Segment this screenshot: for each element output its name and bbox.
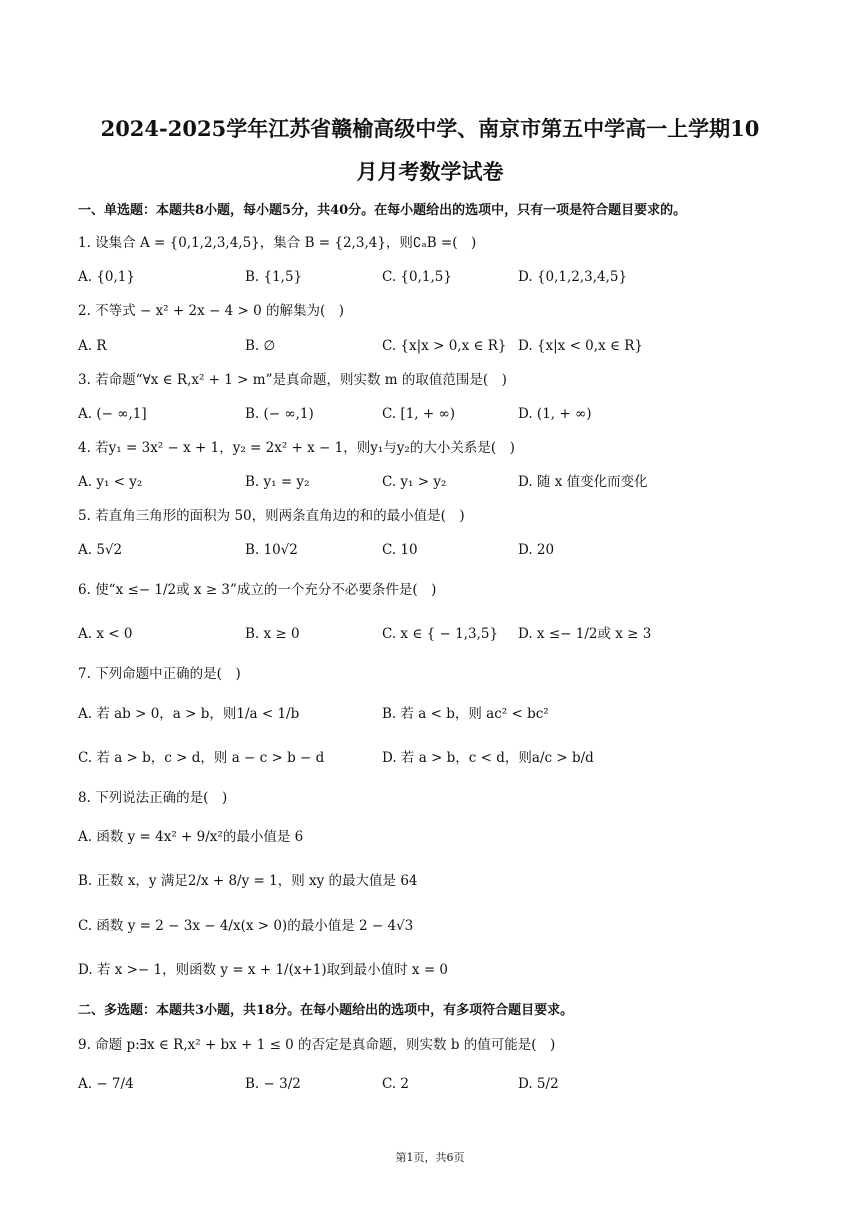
question-5-option-c: C. 10 [382,542,418,558]
question-6-stem: 6. 使“x ≤− 1/2或 x ≥ 3”成立的一个充分不必要条件是( ) [78,582,437,598]
question-6-option-a: A. x < 0 [78,626,133,642]
question-2-option-d: D. {x|x < 0,x ∈ R} [518,338,644,354]
question-4-option-a: A. y₁ < y₂ [78,474,143,490]
question-8-option-d: D. 若 x >− 1，则函数 y = x + 1/(x+1)取到最小值时 x = 0 [78,962,449,978]
question-6-option-c: C. x ∈ { − 1,3,5} [382,626,499,642]
question-4-stem: 4. 若y₁ = 3x² − x + 1，y₂ = 2x² + x − 1，则y₁与y₂的大小关系是( ) [78,440,515,456]
question-5-option-d: D. 20 [518,542,555,558]
question-2-option-c: C. {x|x > 0,x ∈ R} [382,338,507,354]
question-7-option-c: C. 若 a > b，c > d，则 a − c > b − d [78,750,325,766]
page-footer: 第1页，共6页 [395,1151,465,1164]
question-8-stem: 8. 下列说法正确的是( ) [78,790,228,806]
question-9-option-c: C. 2 [382,1076,410,1092]
question-2-option-a: A. R [78,338,107,354]
question-2-stem: 2. 不等式 − x² + 2x − 4 > 0 的解集为( ) [78,303,344,319]
question-5-option-b: B. 10√2 [245,542,298,558]
question-4-option-b: B. y₁ = y₂ [245,474,310,490]
question-2-option-b: B. ∅ [245,338,276,354]
question-3-option-c: C. [1, + ∞) [382,406,455,422]
section-heading-single-choice: 一、单选题：本题共8小题，每小题5分，共40分。在每小题给出的选项中，只有一项是符合题目要求的。 [78,203,687,218]
question-8-option-a: A. 函数 y = 4x² + 9/x²的最小值是 6 [78,829,304,845]
question-5-stem: 5. 若直角三角形的面积为 50，则两条直角边的和的最小值是( ) [78,508,465,524]
question-1-option-c: C. {0,1,5} [382,269,452,285]
question-1-option-b: B. {1,5} [245,269,303,285]
question-1-option-d: D. {0,1,2,3,4,5} [518,269,628,285]
question-7-option-b: B. 若 a < b，则 ac² < bc² [382,706,549,722]
exam-title-line-1: 2024-2025学年江苏省赣榆高级中学、南京市第五中学高一上学期10 [100,116,760,141]
question-3-option-b: B. (− ∞,1) [245,406,314,422]
question-8-option-b: B. 正数 x，y 满足2/x + 8/y = 1，则 xy 的最大值是 64 [78,873,418,889]
question-7-option-a: A. 若 ab > 0，a > b，则1/a < 1/b [78,706,300,722]
question-9-option-b: B. − 3/2 [245,1076,301,1092]
question-3-stem: 3. 若命题“∀x ∈ R,x² + 1 > m”是真命题，则实数 m 的取值范围是( ) [78,372,507,388]
question-9-option-d: D. 5/2 [518,1076,559,1092]
section-heading-multiple-choice: 二、多选题：本题共3小题，共18分。在每小题给出的选项中，有多项符合题目要求。 [78,1003,574,1018]
question-6-option-d: D. x ≤− 1/2或 x ≥ 3 [518,626,652,642]
question-9-stem: 9. 命题 p:∃x ∈ R,x² + bx + 1 ≤ 0 的否定是真命题，则实数 b 的值可能是( ) [78,1037,556,1053]
question-5-option-a: A. 5√2 [78,542,123,558]
question-4-option-c: C. y₁ > y₂ [382,474,447,490]
question-1-stem: 1. 设集合 A = {0,1,2,3,4,5}，集合 B = {2,3,4}，则∁ₐB =( ) [78,235,477,251]
question-3-option-a: A. (− ∞,1] [78,406,147,422]
question-3-option-d: D. (1, + ∞) [518,406,592,422]
question-7-option-d: D. 若 a > b，c < d，则a/c > b/d [382,750,594,766]
question-6-option-b: B. x ≥ 0 [245,626,300,642]
exam-title-line-2: 月月考数学试卷 [356,159,504,184]
question-9-option-a: A. − 7/4 [78,1076,134,1092]
question-8-option-c: C. 函数 y = 2 − 3x − 4/x(x > 0)的最小值是 2 − 4√3 [78,918,414,934]
question-4-option-d: D. 随 x 值变化而变化 [518,474,648,490]
question-1-option-a: A. {0,1} [78,269,135,285]
question-7-stem: 7. 下列命题中正确的是( ) [78,666,241,682]
